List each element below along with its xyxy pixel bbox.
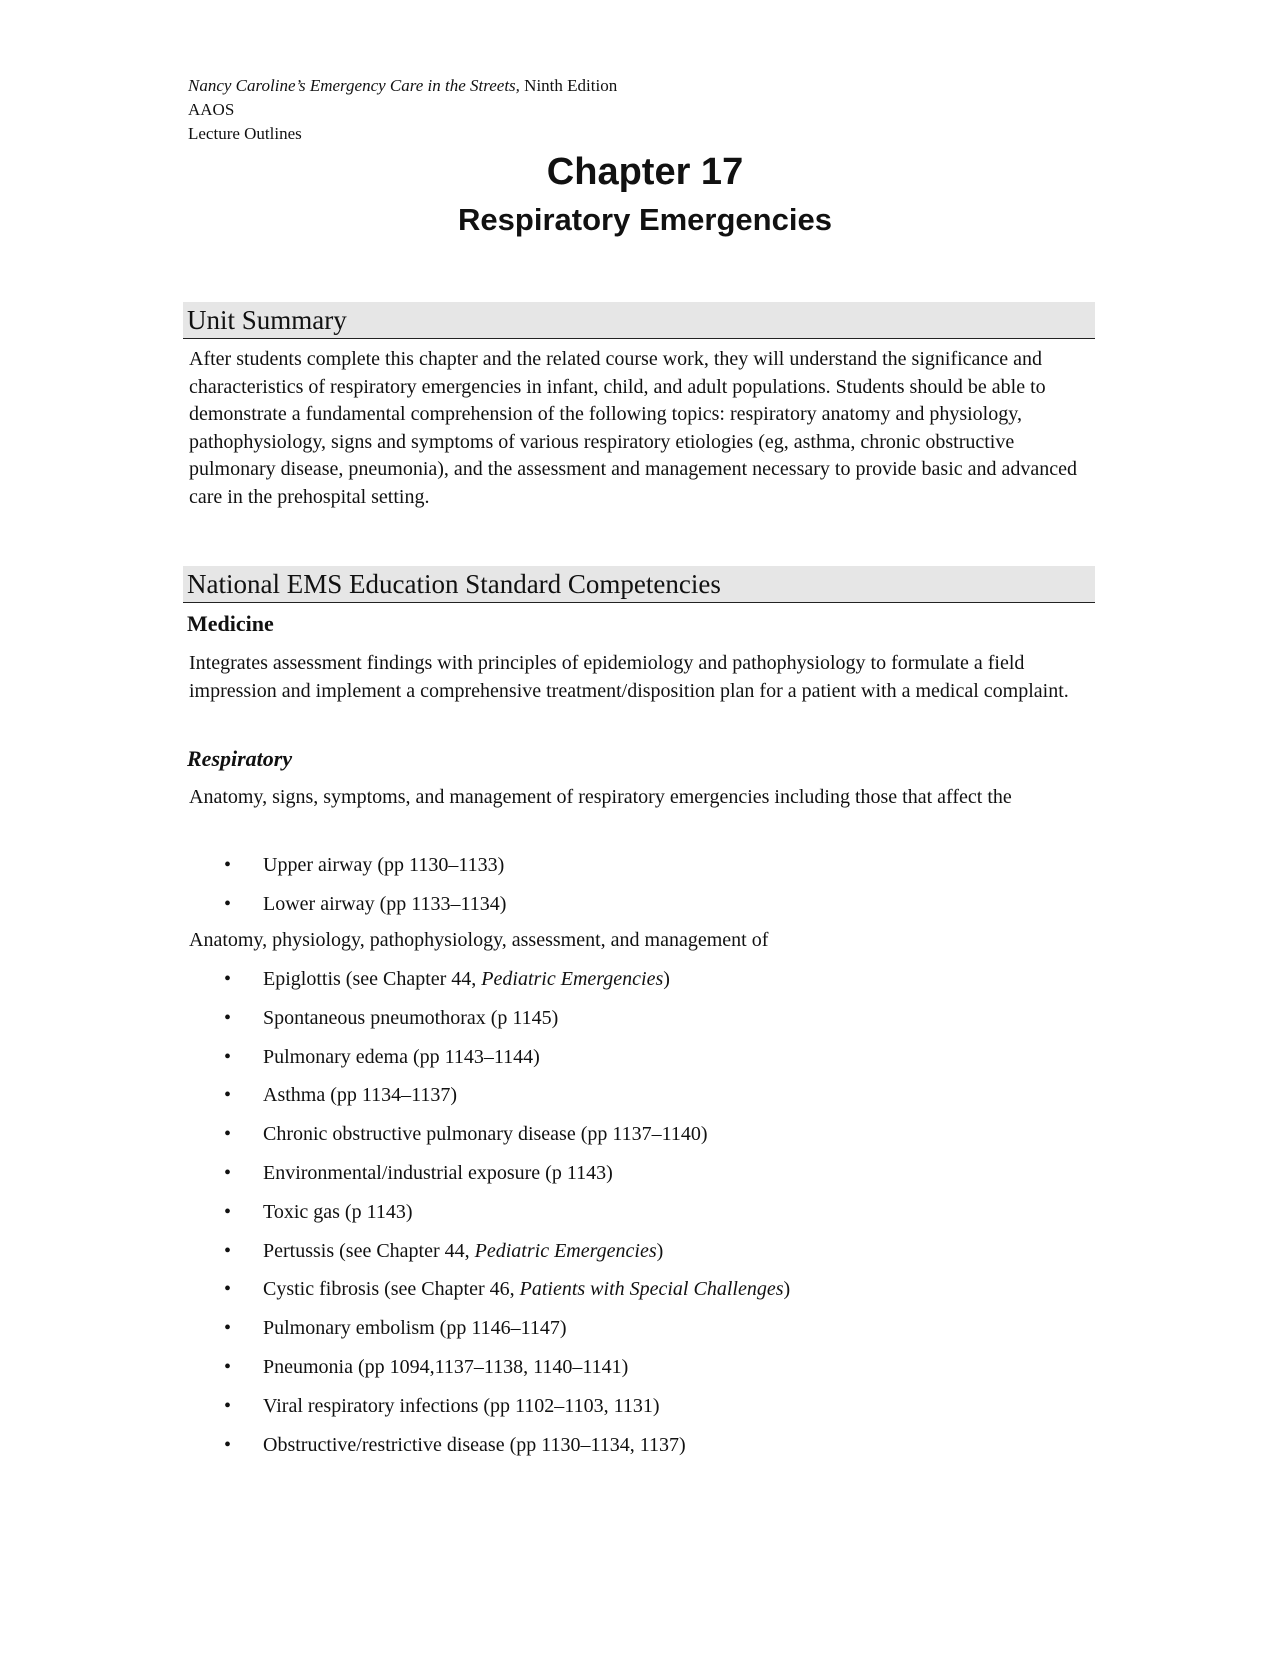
list-item-text [263, 852, 504, 879]
bullet-icon: • [224, 892, 232, 915]
list-item-main-text: Environmental/industrial exposure (p 1143) [263, 1162, 613, 1184]
list-item-italic-title: Patients with Special Challenges [519, 1278, 784, 1301]
list-item-main-text: Asthma (pp 1134–1137) [263, 1084, 458, 1107]
list-item-main-text: Pertussis (see Chapter 44, [263, 1239, 475, 1262]
doc-type: Lecture Outlines [188, 124, 302, 143]
bullet-icon: • [224, 1123, 232, 1146]
conditions-intro: Anatomy, physiology, pathophysiology, assessment, and management of [189, 929, 769, 951]
list-item-suffix: ) [663, 968, 670, 990]
list-item-main-text: Pulmonary edema (pp 1143–1144) [263, 1045, 540, 1068]
bullet-icon: • [224, 1394, 232, 1417]
list-item-main-text: Viral respiratory infections (pp 1102–1103, 1131) [263, 1394, 660, 1417]
bullet-icon: • [224, 968, 232, 990]
list-item-main-text: Pulmonary embolism (pp 1146–1147) [263, 1317, 567, 1340]
list-item-text [263, 891, 506, 918]
bullet-icon: • [224, 1278, 232, 1301]
chapter-title-text: Chapter 17 [546, 151, 744, 193]
publisher: AAOS [188, 100, 235, 119]
list-item-main-text: Pneumonia (pp 1094,1137–1138, 1140–1141) [263, 1356, 629, 1378]
unit-summary-heading-bar [183, 302, 1095, 339]
bullet-icon: • [224, 1433, 232, 1456]
list-item-text [263, 1005, 558, 1032]
bullet-icon: • [224, 1162, 232, 1184]
unit-summary-heading: Unit Summary [187, 305, 347, 335]
list-item-text [263, 1354, 628, 1381]
list-item-text [263, 1276, 790, 1303]
running-header [188, 74, 617, 146]
medicine-text: Integrates assessment findings with principles of epidemiology and pathophysiology to formulate a field impression and implement a comprehensive treatment/disposition plan for a patient with a medical complaint. [189, 652, 1069, 702]
bullet-icon: • [224, 1045, 232, 1068]
edition: Ninth Edition [519, 76, 618, 95]
competencies-heading-bar [183, 566, 1095, 603]
list-item-text [263, 1238, 663, 1265]
list-item-main-text: Toxic gas (p 1143) [263, 1200, 413, 1223]
list-item-main-text: Lower airway (pp 1133–1134) [263, 892, 507, 915]
list-item-text [263, 1199, 413, 1226]
list-item-main-text: Obstructive/restrictive disease (pp 1130–1134, 1137) [263, 1433, 686, 1456]
book-title-line [188, 74, 617, 98]
bullet-icon: • [224, 1200, 232, 1223]
list-item-main-text: Epiglottis (see Chapter 44, [263, 968, 482, 990]
medicine-heading: Medicine [187, 611, 274, 636]
unit-summary-text: After students complete this chapter and the related course work, they will understand the significance and characteristics of respiratory emergencies in infant, child, and adult populations. Students should be able to demonstrate a fundamental comprehension of the following topics: respiratory anatomy and physiology, pathophysiology, signs and symptoms of various respiratory etiologies (eg, asthma, chronic obstructive pulmonary disease, pneumonia), and the assessment and management necessary to provide basic and advanced care in the prehospital setting. [189, 348, 1078, 508]
bullet-icon: • [224, 1356, 232, 1378]
competencies-heading: National EMS Education Standard Competencies [187, 569, 721, 599]
list-item-italic-title: Pediatric Emergencies [474, 1239, 657, 1262]
chapter-title [0, 148, 1280, 196]
respiratory-intro: Anatomy, signs, symptoms, and management of respiratory emergencies including those that affect the [189, 786, 1012, 808]
list-item-main-text: Upper airway (pp 1130–1133) [263, 854, 505, 876]
chapter-subtitle-text: Respiratory Emergencies [458, 202, 832, 237]
list-item-text [263, 1044, 540, 1071]
list-item-suffix: ) [783, 1278, 791, 1301]
bullet-icon: • [224, 854, 232, 876]
list-item-text [263, 1160, 613, 1187]
respiratory-heading: Respiratory [187, 746, 293, 771]
list-item-main-text: Cystic fibrosis (see Chapter 46, [263, 1278, 520, 1301]
list-item-main-text: Spontaneous pneumothorax (p 1145) [263, 1006, 559, 1029]
book-title: Nancy Caroline’s Emergency Care in the Streets, [188, 76, 520, 95]
bullet-icon: • [224, 1239, 232, 1262]
bullet-icon: • [224, 1006, 232, 1029]
bullet-icon: • [224, 1084, 232, 1107]
list-item-text [263, 1432, 686, 1459]
list-item-italic-title: Pediatric Emergencies [481, 968, 664, 990]
list-item-text [263, 1315, 567, 1342]
list-item-text [263, 966, 670, 993]
chapter-subtitle [0, 200, 1280, 240]
bullet-icon: • [224, 1317, 232, 1340]
list-item-suffix: ) [656, 1239, 664, 1262]
list-item-main-text: Chronic obstructive pulmonary disease (pp 1137–1140) [263, 1123, 708, 1146]
list-item-text [263, 1082, 457, 1109]
list-item-text [263, 1121, 708, 1148]
list-item-text [263, 1393, 659, 1420]
